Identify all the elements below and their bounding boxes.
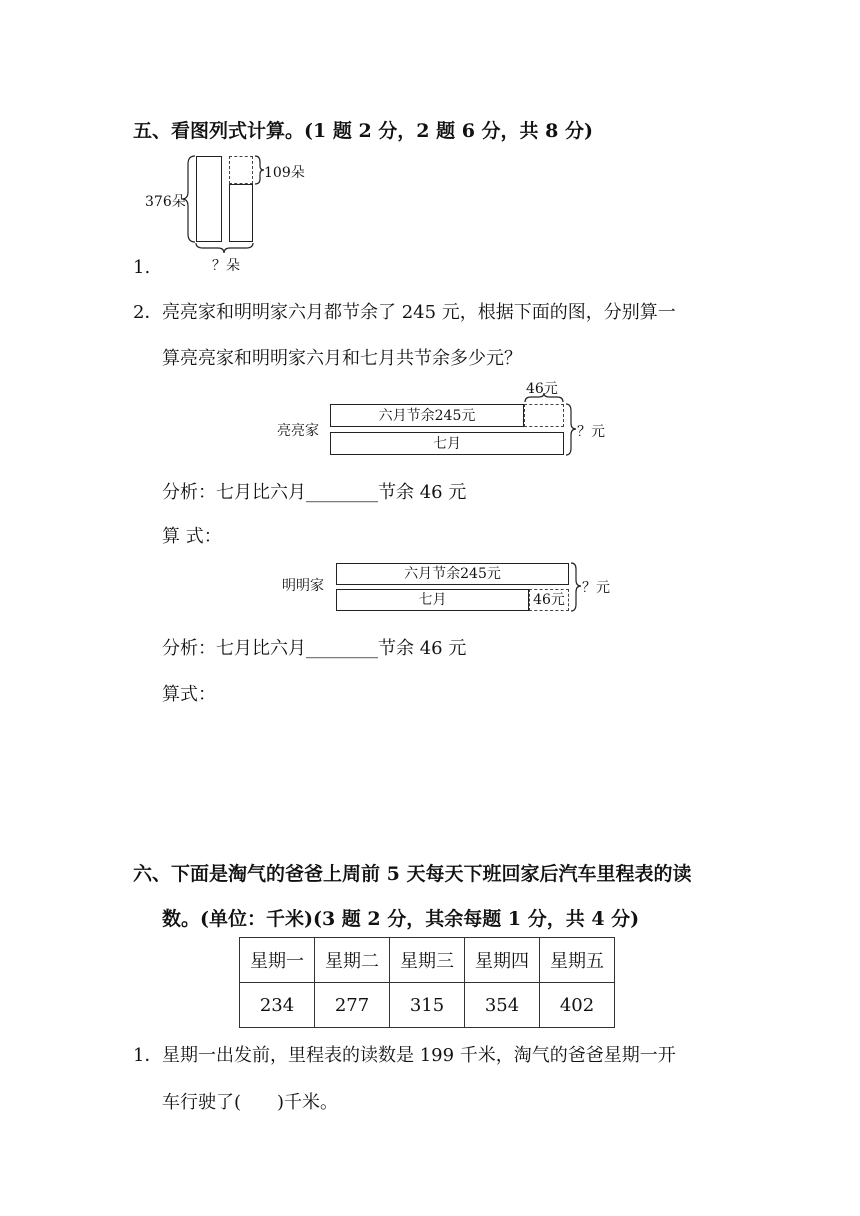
section5-heading: 五、看图列式计算。(1 题 2 分，2 题 6 分，共 8 分) (133, 120, 593, 142)
s6-q1-number: 1． (133, 1045, 163, 1066)
ming-total-label: ？元 (582, 580, 610, 596)
table-value-cell: 354 (465, 983, 540, 1028)
table-header-cell: 星期三 (390, 938, 465, 983)
q1-label-question: ？朵 (212, 258, 240, 274)
ming-gap-label: 46元 (533, 592, 565, 608)
q2-text-line2: 算亮亮家和明明家六月和七月共节余多少元？ (162, 348, 522, 369)
q2-number: 2． (133, 302, 163, 323)
ming-july-label: 七月 (418, 592, 447, 608)
table-value-cell: 234 (240, 983, 315, 1028)
section6-heading-line1: 六、下面是淘气的爸爸上周前 5 天每天下班回家后汽车里程表的读 (133, 863, 692, 885)
liang-july-label: 七月 (433, 436, 461, 452)
table-value-cell: 402 (540, 983, 615, 1028)
q1-number: 1. (133, 257, 151, 278)
table-value-cell: 315 (390, 983, 465, 1028)
s6-q1-line1: 星期一出发前，里程表的读数是 199 千米，淘气的爸爸星期一开 (162, 1045, 676, 1066)
formula1: 算 式： (162, 526, 222, 547)
table-row (240, 983, 615, 1028)
liang-name: 亮亮家 (277, 423, 319, 439)
liang-total-label: ？元 (577, 424, 605, 440)
table-header-cell: 星期四 (465, 938, 540, 983)
table-header-row (240, 938, 615, 983)
analysis2: 分析：七月比六月________节余 46 元 (162, 638, 467, 659)
liang-june-label: 六月节余245元 (378, 408, 476, 424)
formula2: 算式： (162, 684, 216, 705)
q1-label-diff: 109朵 (264, 165, 305, 181)
liang-extra-label: 46元 (526, 381, 558, 397)
table-header-cell: 星期二 (315, 938, 390, 983)
ming-name: 明明家 (282, 578, 324, 594)
s6-q1-line2: 车行驶了( )千米。 (162, 1092, 339, 1113)
q2-text-line1: 亮亮家和明明家六月都节余了 245 元，根据下面的图，分别算一 (162, 302, 676, 323)
odometer-table (239, 937, 615, 1028)
q1-label-total: 376朵 (145, 194, 186, 210)
table-header-cell: 星期一 (240, 938, 315, 983)
table-header-cell: 星期五 (540, 938, 615, 983)
section6-heading-line2: 数。(单位：千米)(3 题 2 分，其余每题 1 分，共 4 分) (162, 908, 640, 930)
table-value-cell: 277 (315, 983, 390, 1028)
analysis1: 分析：七月比六月________节余 46 元 (162, 482, 467, 503)
ming-june-label: 六月节余245元 (404, 566, 501, 582)
